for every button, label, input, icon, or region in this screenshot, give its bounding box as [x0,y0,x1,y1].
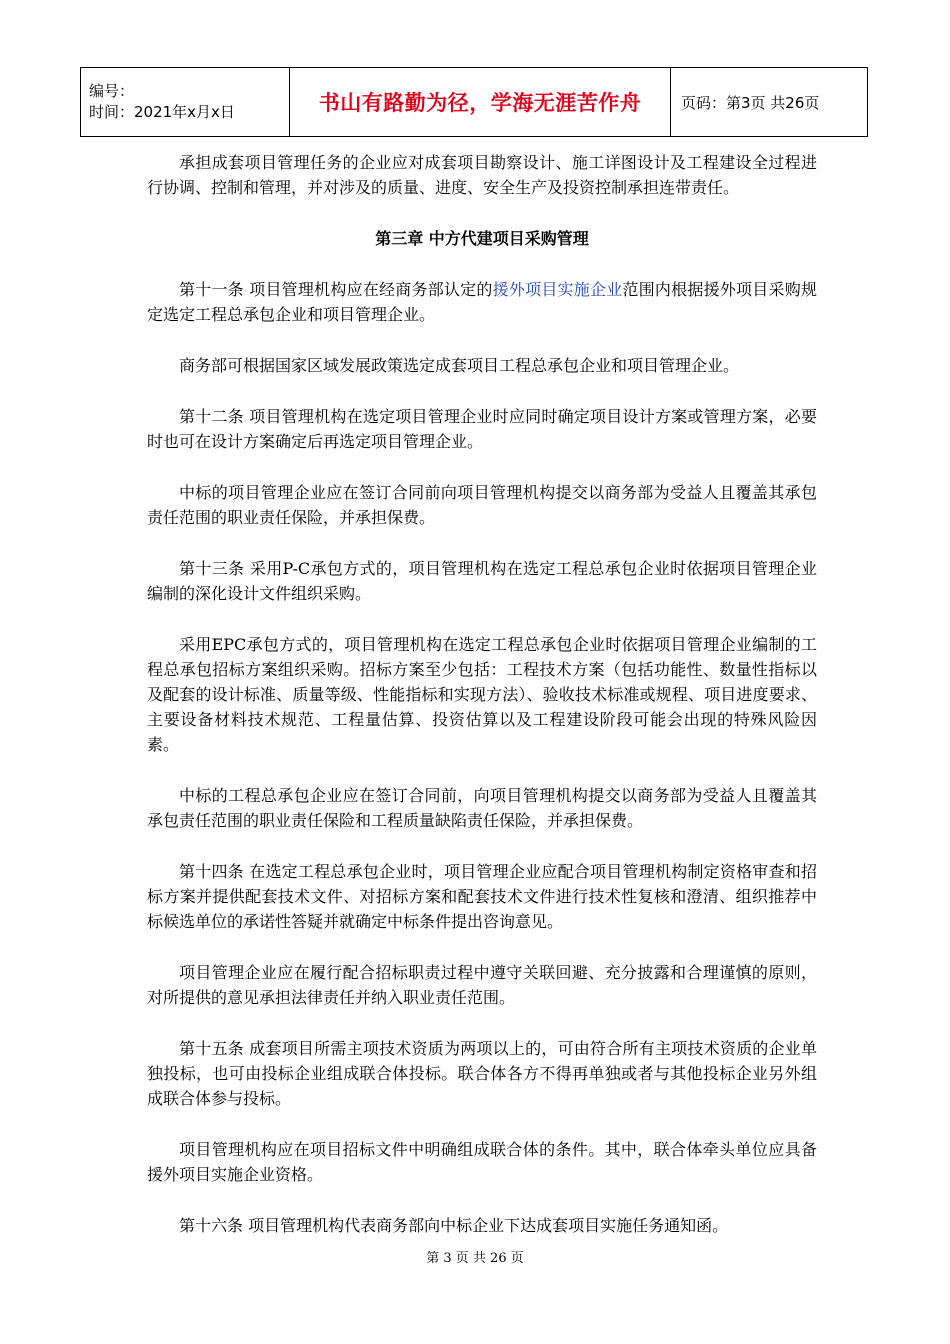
header-meta-cell [81,68,290,137]
paragraph: 中标的项目管理企业应在签订合同前向项目管理机构提交以商务部为受益人且覆盖其承包责任范围的职业责任保险，并承担保费。 [147,483,817,527]
paragraph: 项目管理机构应在项目招标文件中明确组成联合体的条件。其中，联合体牵头单位应具备援外项目实施企业资格。 [147,1140,817,1184]
page-header [80,67,868,137]
article-11-text-start: 第十一条 项目管理机构应在经商务部认定的 [179,280,493,299]
article-14-paragraph: 第十四条 在选定工程总承包企业时，项目管理企业应配合项目管理机构制定资格审查和招标方案并提供配套技术文件、对招标方案和配套技术文件进行技术性复核和澄清、组织推荐中标候选单位的承诺性答疑并就确定中标条件提出咨询意见。 [147,862,817,931]
document-body [147,150,817,1264]
header-motto: 书山有路勤为径，学海无涯苦作舟 [290,68,671,137]
paragraph: 项目管理企业应在履行配合招标职责过程中遵守关联回避、充分披露和合理谨慎的原则，对所提供的意见承担法律责任并纳入职业责任范围。 [147,963,817,1007]
article-12-paragraph: 第十二条 项目管理机构在选定项目管理企业时应同时确定项目设计方案或管理方案，必要时也可在设计方案确定后再选定项目管理企业。 [147,407,817,451]
article-15-paragraph: 第十五条 成套项目所需主项技术资质为两项以上的，可由符合所有主项技术资质的企业单独投标，也可由投标企业组成联合体投标。联合体各方不得再单独或者与其他投标企业另外组成联合体参与投标。 [147,1039,817,1108]
page-footer: 第 3 页 共 26 页 [426,1251,524,1266]
article-13-paragraph: 第十三条 采用P-C承包方式的，项目管理机构在选定工程总承包企业时依据项目管理企业编制的深化设计文件组织采购。 [147,559,817,603]
paragraph: 中标的工程总承包企业应在签订合同前，向项目管理机构提交以商务部为受益人且覆盖其承包责任范围的职业责任保险和工程质量缺陷责任保险，并承担保费。 [147,786,817,830]
aid-project-enterprise-link[interactable]: 援外项目实施企业 [492,280,623,299]
paragraph: 承担成套项目管理任务的企业应对成套项目勘察设计、施工详图设计及工程建设全过程进行协调、控制和管理，并对涉及的质量、进度、安全生产及投资控制承担连带责任。 [147,153,817,197]
document-date-label: 时间：2021年x月x日 [89,103,235,121]
paragraph: 商务部可根据国家区域发展政策选定成套项目工程总承包企业和项目管理企业。 [179,356,740,375]
article-16-paragraph: 第十六条 项目管理机构代表商务部向中标企业下达成套项目实施任务通知函。 [179,1216,729,1235]
article-11-paragraph [147,277,817,327]
article-11-text-end: 范围内根据援外项目采购规定选定工程总承包企业和项目管理企业。 [147,280,817,324]
chapter-heading: 第三章 中方代建项目采购管理 [375,229,589,248]
paragraph: 采用EPC承包方式的，项目管理机构在选定工程总承包企业时依据项目管理企业编制的工程总承包招标方案组织采购。招标方案至少包括：工程技术方案（包括功能性、数量性指标以及配套的设计标准、质量等级、性能指标和实现方法）、验收技术标准或规程、项目进度要求、主要设备材料技术规范、工程量估算、投资估算以及工程建设阶段可能会出现的特殊风险因素。 [147,635,817,754]
header-page-info: 页码：第3页 共26页 [671,68,868,137]
document-number-label: 编号： [89,82,135,100]
